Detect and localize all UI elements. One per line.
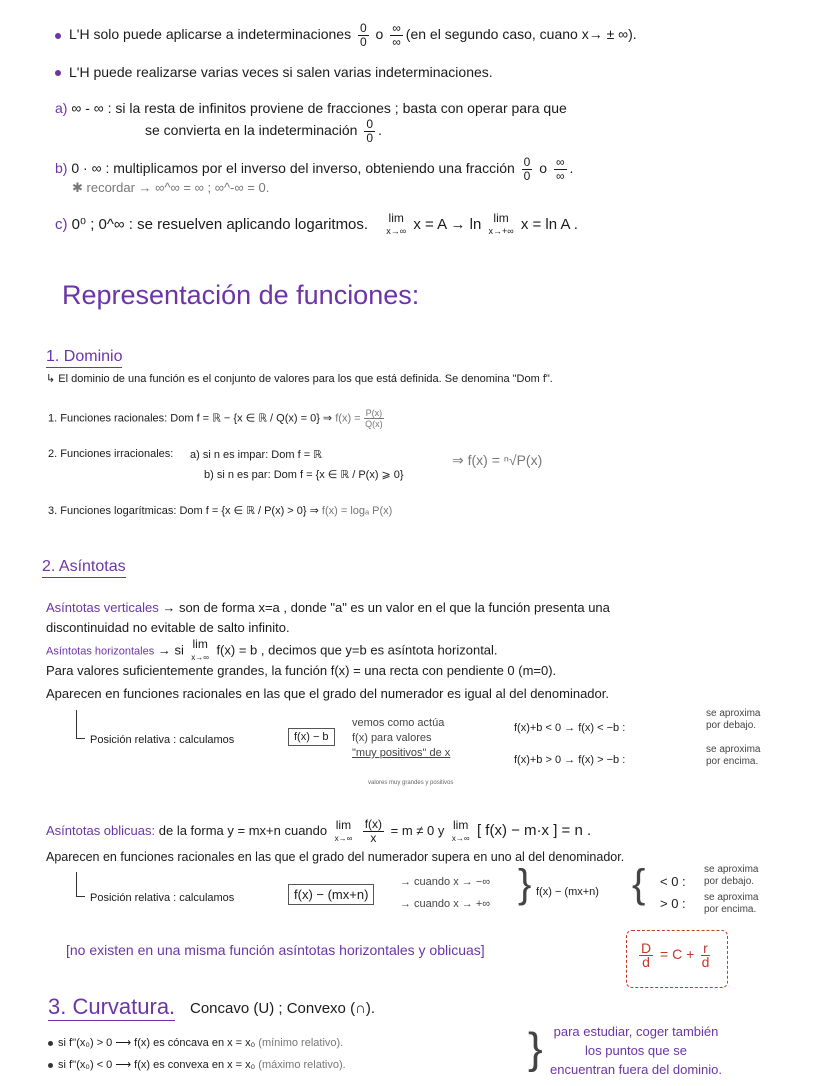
h-posicion: Posición relativa : calculamos (90, 734, 235, 746)
o-r1: < 0 : (660, 874, 686, 889)
o-box: f(x) − (mx+n) (288, 884, 374, 905)
case-a-cont: se convierta en la indeterminación $\frac{0}{0}$ . (145, 117, 382, 145)
bullet-icon (55, 33, 61, 39)
o-r2: > 0 : (660, 896, 686, 911)
o-r2-text: se aproxima por encima. (704, 892, 759, 915)
asintotas-heading: 2. Asíntotas (42, 558, 126, 578)
fraction: $\frac{0}{0}$ (359, 21, 367, 49)
asintotas-oblicuas: Asíntotas oblicuas: de la forma y = mx+n cuando lim x→∞ $\frac{f(x)}{x}$ = m ≠ 0 y lim x→∞ [ f(x) − m·x ] = n . (46, 817, 592, 845)
asintotas-horizontales: Asíntotas horizontales → si lim x→∞ f(x) = b , decimos que y=b es asíntota horizontal. (46, 637, 498, 662)
asintotas-verticales: Asíntotas verticales → son de forma x=a , donde "a" es un valor en el que la función presenta una (46, 600, 610, 615)
arrow-icon (76, 710, 85, 739)
dominio-item-2b: b) si n es par: Dom f = {x ∈ ℝ / P(x) ⩾ 0} (204, 469, 404, 481)
o-expr: f(x) − (mx+n) (536, 886, 599, 898)
division-formula: $\frac{D}{d}$ = C + $\frac{r}{d}$ (641, 940, 710, 970)
o-cuando-1: → cuando x → −∞ (400, 876, 491, 888)
dominio-item-2a: a) si n es impar: Dom f = ℝ (190, 449, 322, 461)
case-b: b) 0 · ∞ : multiplicamos por el inverso del inverso, obteniendo una fracción $\frac{0}{0}$ o $\frac{\infty}{\infty}$ . (55, 155, 574, 183)
dominio-item-2-formula: ⇒ f(x) = ⁿ√P(x) (452, 452, 543, 468)
h-r2-text: se aproxima por encima. (706, 744, 761, 767)
lhopital-bullet-2: L'H puede realizarse varias veces si salen varias indeterminaciones. (55, 64, 493, 80)
curvatura-note: para estudiar, coger también los puntos que se encuentran fuera del dominio. (550, 1024, 723, 1077)
bullet-icon (55, 70, 61, 76)
case-c: c) 0⁰ ; 0^∞ : se resuelven aplicando logaritmos. lim x→∞ x = A → ln lim x→+∞ x = ln A . (55, 211, 578, 236)
h-vemos: vemos como actúa f(x) para valores "muy positivos" de x (352, 717, 451, 759)
o-r1-text: se aproxima por debajo. (704, 864, 759, 887)
brace-icon: } (518, 862, 532, 906)
dominio-definition: ↳ El dominio de una función es el conjunto de valores para los que está definida. Se denomina "Dom f". (46, 373, 553, 385)
curvatura-sub: Concavo (U) ; Convexo (∩). (190, 1000, 376, 1017)
horizontales-para: Para valores suficientemente grandes, la función f(x) = una recta con pendiente 0 (m=0). (46, 663, 557, 678)
arrow-icon (76, 872, 85, 897)
recordar-note: ✱ recordar → ∞^∞ = ∞ ; ∞^-∞ = 0. (72, 180, 270, 195)
fraction: $\frac{\infty}{\infty}$ (392, 21, 401, 49)
asintotas-verticales-cont: discontinuidad no evitable de salto infinito. (46, 620, 290, 635)
h-r1: f(x)+b < 0 → f(x) < −b : (514, 722, 626, 734)
curvatura-bullet-1: si f''(x₀) > 0 ⟶ f(x) es cóncava en x = x₀ (mínimo relativo). (48, 1036, 343, 1049)
brace-icon: { (632, 862, 646, 906)
horizontales-aparecen: Aparecen en funciones racionales en las que el grado del numerador es igual al del denominador. (46, 686, 609, 701)
dominio-item-1: 1. Funciones racionales: Dom f = ℝ − {x ∈ ℝ / Q(x) = 0} ⇒ f(x) = $\frac{P(x)}{Q(x)}$ (48, 408, 383, 429)
dominio-item-2: 2. Funciones irracionales: (48, 448, 174, 460)
o-posicion: Posición relativa : calculamos (90, 892, 235, 904)
dominio-heading: 1. Dominio (46, 348, 122, 368)
oblicuas-aparecen: Aparecen en funciones racionales en las que el grado del numerador supera en uno al del denominador. (46, 850, 625, 864)
curvatura-heading: 3. Curvatura. (48, 994, 176, 1019)
case-a: a) ∞ - ∞ : si la resta de infinitos proviene de fracciones ; basta con operar para que (55, 100, 567, 116)
h-r1-text: se aproxima por debajo. (706, 708, 761, 731)
curvatura-bullet-2: si f''(x₀) < 0 ⟶ f(x) es convexa en x = x₀ (máximo relativo). (48, 1058, 346, 1071)
h-r2: f(x)+b > 0 → f(x) > −b : (514, 754, 626, 766)
dominio-item-3: 3. Funciones logarítmicas: Dom f = {x ∈ ℝ / P(x) > 0} ⇒ f(x) = logₐ P(x) (48, 505, 393, 517)
page-title: Representación de funciones: (62, 280, 420, 310)
lhopital-bullet-1: L'H solo puede aplicarse a indeterminaciones $\frac{0}{0}$ o $\frac{\infty}{\infty}$ (en el segundo caso, cuano x→ ± ∞). (55, 22, 637, 49)
h-box: f(x) − b (288, 728, 335, 746)
o-cuando-2: → cuando x → +∞ (400, 898, 491, 910)
brace-icon: } (528, 1024, 543, 1073)
h-note: valores muy grandes y positivos (368, 780, 454, 786)
asintotas-note: [no existen en una misma función asíntotas horizontales y oblicuas] (66, 942, 485, 958)
